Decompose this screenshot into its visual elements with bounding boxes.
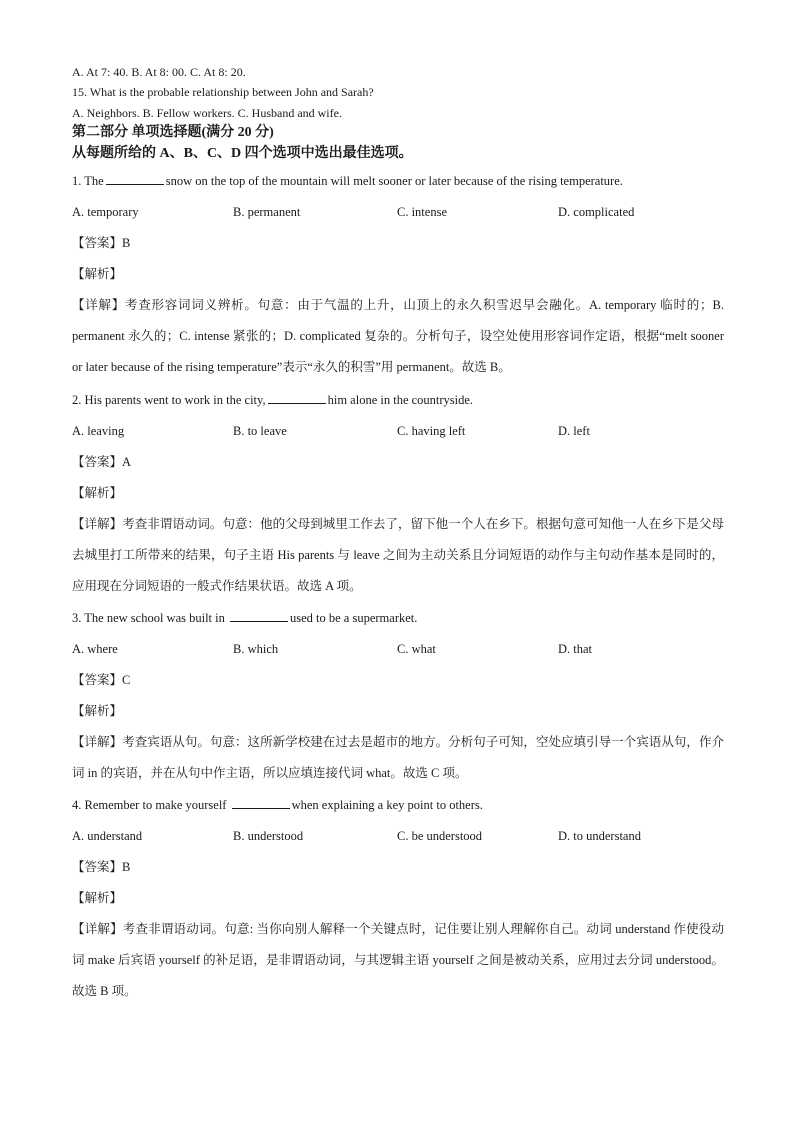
question-3-stem: 3. The new school was built in used to be a supermarket. bbox=[72, 611, 418, 625]
question-2-detail: 【详解】考查非谓语动词。句意：他的父母到城里工作去了，留下他一个人在乡下。根据句意可知他一人在乡下是父母去城里打工所带来的结果，句子主语 His parents 与 leave 之间为主动关系且分词短语的动作与主句动作基本是同时的，应用现在分词短语的一般式作结果状语。故选 A 项。 bbox=[72, 517, 724, 593]
answer-blank bbox=[230, 610, 288, 622]
answer-blank bbox=[106, 173, 164, 185]
question-2-options bbox=[72, 423, 732, 439]
option-d: D. complicated bbox=[558, 205, 635, 219]
q15-question: 15. What is the probable relationship between John and Sarah? bbox=[72, 85, 374, 99]
question-2-stem: 2. His parents went to work in the city, him alone in the countryside. bbox=[72, 393, 474, 407]
option-b: B. which bbox=[233, 642, 279, 656]
option-c: C. be understood bbox=[397, 829, 483, 843]
question-1-answer: 【答案】B bbox=[72, 236, 131, 250]
option-a: A. understand bbox=[72, 829, 143, 843]
question-4-detail: 【详解】考查非谓语动词。句意: 当你向别人解释一个关键点时，记住要让别人理解你自己。动词 understand 作使役动词 make 后宾语 yourself 的补足语，是非谓语动词，与其逻辑主语 yourself 之间是被动关系，应用过去分词 understood。故选 B 项。 bbox=[72, 922, 724, 998]
section-instruction: 从每题所给的 A、B、C、D 四个选项中选出最佳选项。 bbox=[72, 146, 413, 161]
q15-options: A. Neighbors. B. Fellow workers. C. Husband and wife. bbox=[72, 106, 342, 120]
question-1-analysis-label: 【解析】 bbox=[72, 267, 123, 281]
question-1-options bbox=[72, 204, 732, 220]
question-1-stem: 1. The snow on the top of the mountain will melt sooner or later because of the rising temperature. bbox=[72, 174, 623, 188]
option-c: C. intense bbox=[397, 205, 447, 219]
question-1-detail: 【详解】考查形容词词义辨析。句意：由于气温的上升，山顶上的永久积雪迟早会融化。A. temporary 临时的；B. permanent 永久的；C. intense 紧张的；D. complicated 复杂的。分析句子，设空处使用形容词作定语，根据“melt sooner or later because of the rising temperature”表示“永久的积雪”用 permanent。故选 B。 bbox=[72, 298, 724, 374]
option-a: A. leaving bbox=[72, 424, 125, 438]
q14-options: A. At 7: 40. B. At 8: 00. C. At 8: 20. bbox=[72, 65, 246, 79]
question-4-options bbox=[72, 828, 732, 844]
question-3-answer: 【答案】C bbox=[72, 673, 131, 687]
question-4-analysis-label: 【解析】 bbox=[72, 891, 123, 905]
option-d: D. that bbox=[558, 642, 593, 656]
answer-blank bbox=[268, 392, 326, 404]
answer-blank bbox=[232, 797, 290, 809]
option-b: B. to leave bbox=[233, 424, 287, 438]
question-2-analysis-label: 【解析】 bbox=[72, 486, 123, 500]
option-b: B. understood bbox=[233, 829, 304, 843]
question-4-stem: 4. Remember to make yourself when explaining a key point to others. bbox=[72, 798, 483, 812]
question-2-answer: 【答案】A bbox=[72, 455, 132, 469]
option-d: D. to understand bbox=[558, 829, 641, 843]
question-4-answer: 【答案】B bbox=[72, 860, 131, 874]
option-a: A. temporary bbox=[72, 205, 139, 219]
option-d: D. left bbox=[558, 424, 590, 438]
option-c: C. what bbox=[397, 642, 436, 656]
question-3-analysis-label: 【解析】 bbox=[72, 704, 123, 718]
section-title: 第二部分 单项选择题(满分 20 分) bbox=[72, 125, 274, 140]
question-3-options bbox=[72, 641, 732, 657]
option-c: C. having left bbox=[397, 424, 466, 438]
question-3-detail: 【详解】考查宾语从句。句意：这所新学校建在过去是超市的地方。分析句子可知，空处应填引导一个宾语从句，作介词 in 的宾语，并在从句中作主语，所以应填连接代词 what。故选 C 项。 bbox=[72, 735, 724, 780]
option-a: A. where bbox=[72, 642, 118, 656]
option-b: B. permanent bbox=[233, 205, 301, 219]
